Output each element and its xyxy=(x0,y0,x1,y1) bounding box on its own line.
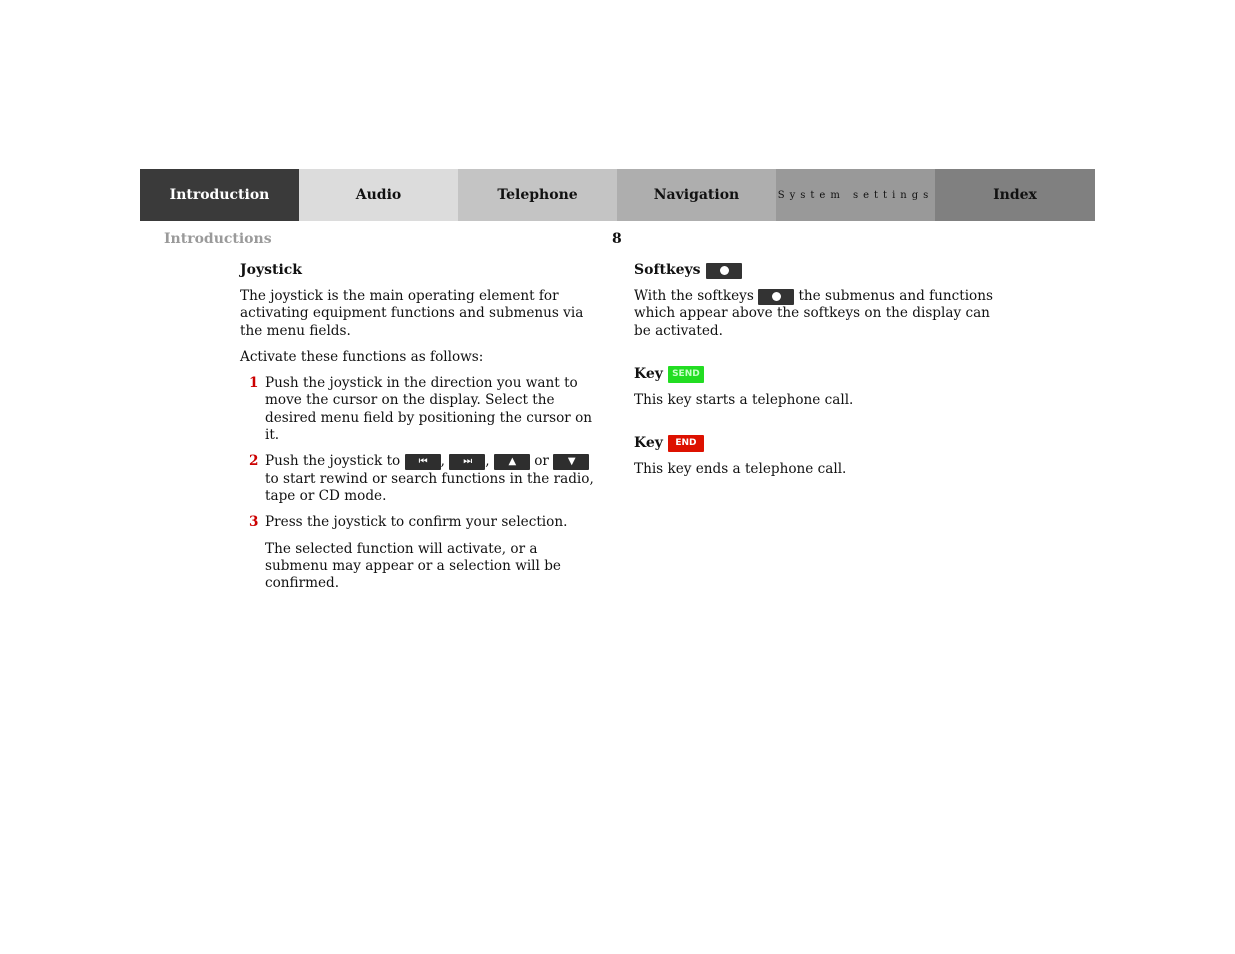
step-text: Press the joystick to confirm your selection. xyxy=(265,514,568,531)
step-2 xyxy=(240,453,602,505)
up-key-icon: ▲ xyxy=(494,454,530,470)
joystick-section xyxy=(240,262,602,592)
step-text xyxy=(265,453,602,505)
step-3 xyxy=(240,514,602,531)
joystick-heading: Joystick xyxy=(240,262,302,278)
step-1 xyxy=(240,375,602,444)
separator: , xyxy=(440,453,445,470)
rewind-key-icon: ⏮ xyxy=(405,454,441,470)
joystick-intro: The joystick is the main operating element for activating equipment functions and submenus via the menu fields. xyxy=(240,288,584,339)
softkey-icon xyxy=(706,263,742,279)
end-key-text: This key ends a telephone call. xyxy=(634,461,847,478)
step-text: Push the joystick in the direction you want to move the cursor on the display. Select the desired menu field by positioning the cursor on it. xyxy=(265,375,593,444)
send-key-title: Key xyxy=(634,365,663,382)
softkeys-text-post: the submenus and functions which appear above the softkeys on the display can be activated. xyxy=(634,288,993,339)
section-title: Introductions xyxy=(164,231,272,247)
softkeys-text xyxy=(634,288,996,340)
send-key-heading xyxy=(634,366,996,383)
end-key-title: Key xyxy=(634,435,663,452)
step-number: 3 xyxy=(249,514,259,531)
softkeys-title: Softkeys xyxy=(634,262,701,278)
tab-index[interactable]: Index xyxy=(935,169,1095,221)
down-key-icon: ▼ xyxy=(553,454,589,470)
activate-text: Activate these functions as follows: xyxy=(240,348,484,365)
send-key-text: This key starts a telephone call. xyxy=(634,391,854,408)
separator: , xyxy=(485,453,490,470)
step-number: 1 xyxy=(249,375,259,392)
softkeys-heading xyxy=(634,262,996,279)
page-number: 8 xyxy=(612,231,622,247)
tab-audio[interactable]: Audio xyxy=(299,169,458,221)
tab-navigation[interactable]: Navigation xyxy=(617,169,776,221)
or-text: or xyxy=(534,453,549,470)
tab-telephone[interactable]: Telephone xyxy=(458,169,617,221)
end-key-heading xyxy=(634,435,996,452)
send-key-icon: SEND xyxy=(668,366,704,383)
tab-system-settings[interactable]: System settings xyxy=(776,169,935,221)
result-text: The selected function will activate, or a submenu may appear or a selection will be confirmed. xyxy=(265,540,561,592)
fast-forward-key-icon: ⏭ xyxy=(449,454,485,470)
chapter-tabs xyxy=(140,169,1095,221)
softkeys-text-pre: With the softkeys xyxy=(634,288,754,304)
softkey-icon xyxy=(758,289,794,305)
tab-introduction[interactable]: Introduction xyxy=(140,169,299,221)
step-2-post: to start rewind or search functions in the radio, tape or CD mode. xyxy=(265,470,594,504)
step-number: 2 xyxy=(249,453,259,470)
step-2-pre: Push the joystick to xyxy=(265,453,401,470)
keys-section xyxy=(634,262,996,478)
end-key-icon: END xyxy=(668,435,704,452)
